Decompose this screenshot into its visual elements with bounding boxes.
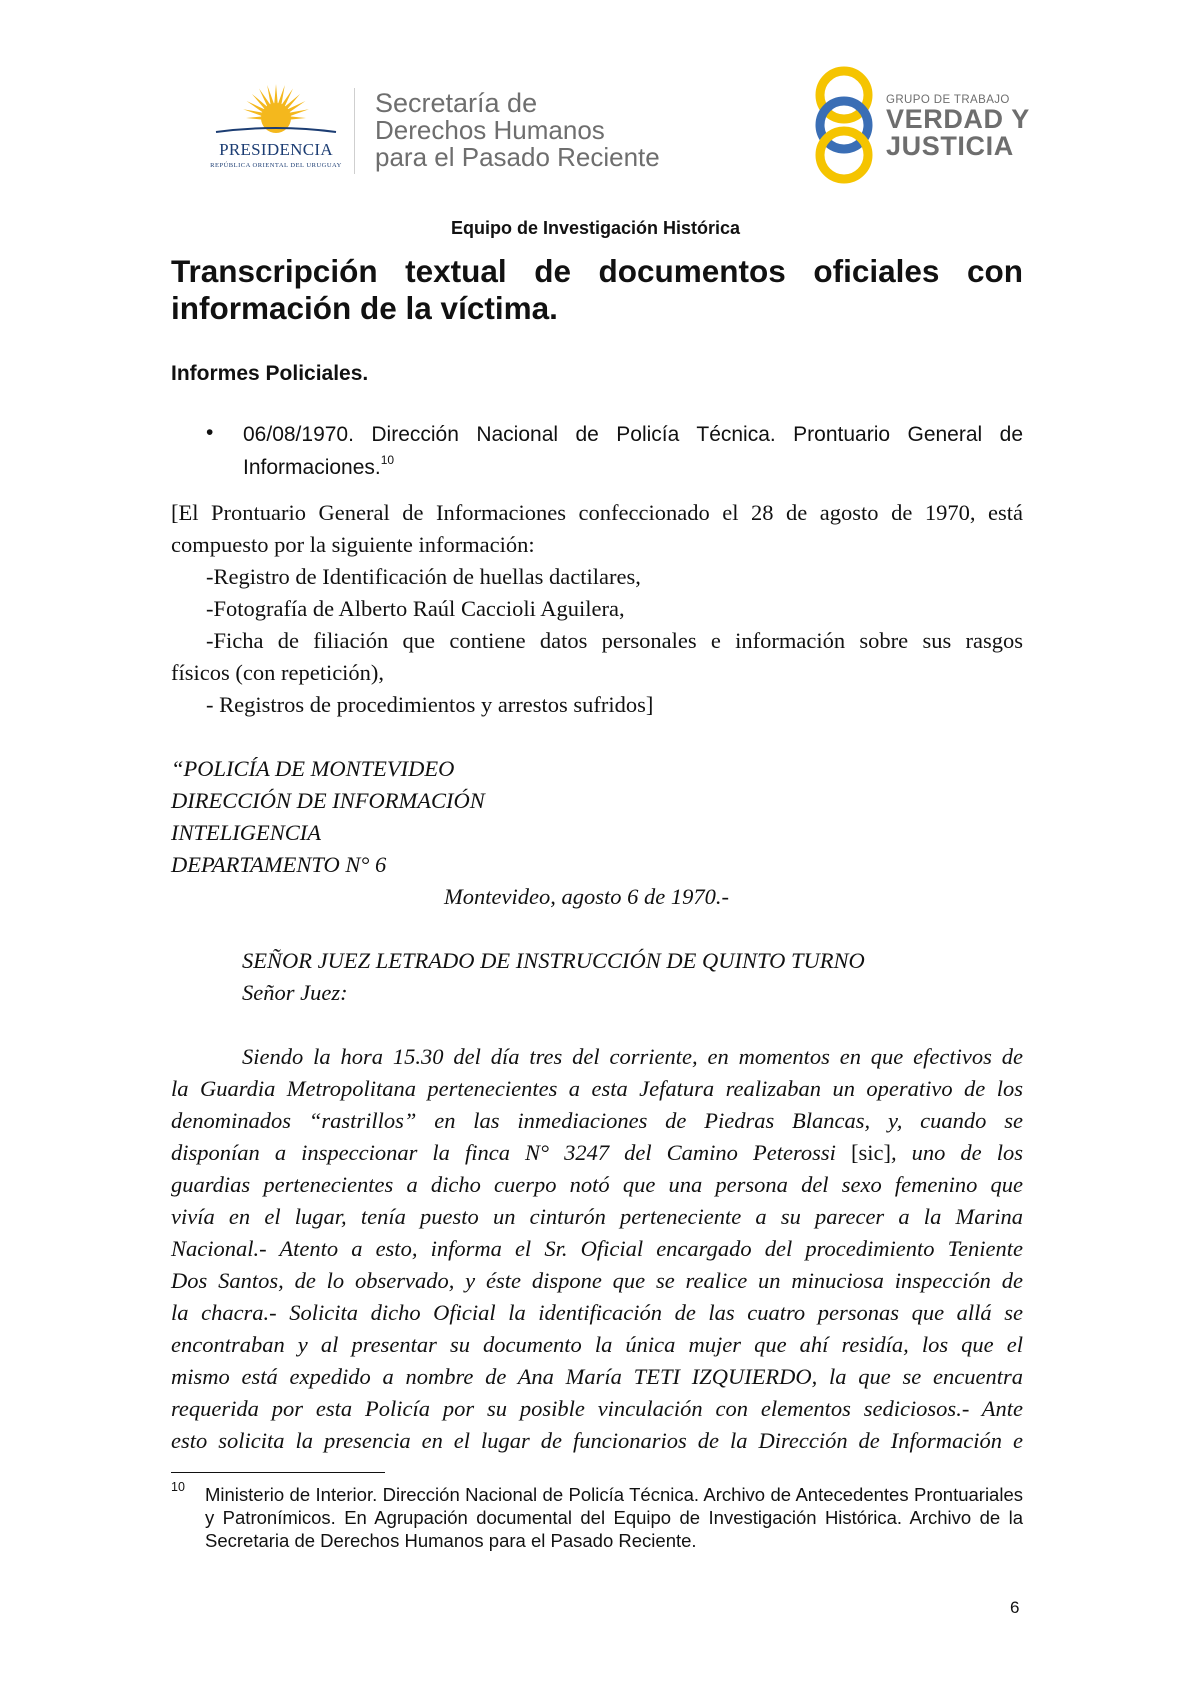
footnote-number: 10 xyxy=(171,1480,185,1494)
letter-body-line: Siendo la hora 15.30 del día tres del corriente, en momentos en que efectivos de xyxy=(242,1044,1023,1069)
bullet-item xyxy=(243,418,1023,484)
letter-body-line: Dos Santos, de lo observado, y éste dispone que se realice un minuciosa inspección de xyxy=(171,1268,1023,1293)
intro-item-3b: físicos (con repetición), xyxy=(171,660,385,685)
footnote-text: Ministerio de Interior. Dirección Nacional de Policía Técnica. Archivo de Antecedentes Prontuariales y Patronímicos. En Agrupación documental del Equipo de Investigación Histórica. Archivo de la Secretaria de Derechos Humanos para el Pasado Reciente. xyxy=(205,1484,1023,1551)
letter-body-line: guardias pertenecientes a dicho cuerpo notó que una persona del sexo femenino que xyxy=(171,1172,1023,1197)
page-number: 6 xyxy=(1010,1598,1020,1617)
letter-body-line: Nacional.- Atento a esto, informa el Sr. Oficial encargado del procedimiento Teniente xyxy=(171,1236,1023,1261)
letter-header-1: “POLICÍA DE MONTEVIDEO xyxy=(171,756,455,781)
letter-body-line: la chacra.- Solicita dicho Oficial la identificación de las cuatro personas que allá se xyxy=(171,1300,1023,1325)
letter-addressee: SEÑOR JUEZ LETRADO DE INSTRUCCIÓN DE QUINTO TURNO xyxy=(242,948,865,973)
team-label: Equipo de Investigación Histórica xyxy=(450,218,741,238)
letter-header-2: DIRECCIÓN DE INFORMACIÓN xyxy=(171,788,485,813)
letter-body-text: , uno de los xyxy=(890,1140,1023,1165)
letter-body-text: disponían a inspeccionar la finca N° 3247 del Camino Peterossi xyxy=(171,1140,851,1165)
justicia-label: JUSTICIA xyxy=(886,131,1014,161)
secretaria-logo-text xyxy=(375,90,660,171)
intro-line-1: [El Prontuario General de Informaciones confeccionado el 28 de agosto de 1970, está xyxy=(171,500,1023,525)
letter-body-line xyxy=(171,1137,1023,1169)
letter-header-4: DEPARTAMENTO N° 6 xyxy=(171,852,387,877)
secretaria-line-3: para el Pasado Reciente xyxy=(375,142,660,172)
letter-body-line: esto solicita la presencia en el lugar de funcionarios de la Dirección de Información e xyxy=(171,1428,1023,1453)
section-title: Informes Policiales. xyxy=(171,362,369,385)
letter-body-line: encontraban y al presentar su documento la única mujer que ahí residía, los que el xyxy=(171,1332,1023,1357)
bullet-text: 06/08/1970. Dirección Nacional de Policía Técnica. Prontuario General de Informaciones. xyxy=(243,423,1023,479)
sic-note: [sic] xyxy=(850,1140,891,1165)
secretaria-line-1: Secretaría de xyxy=(375,88,538,118)
presidencia-subtitle: REPÚBLICA ORIENTAL DEL URUGUAY xyxy=(210,162,342,169)
bullet-symbol: • xyxy=(206,421,214,444)
header-divider xyxy=(354,88,355,174)
letter-body-line: vivía en el lugar, tenía puesto un cinturón perteneciente a su parecer a la Marina xyxy=(171,1204,1023,1229)
letter-date: Montevideo, agosto 6 de 1970.- xyxy=(444,884,729,909)
letter-body-line: mismo está expedido a nombre de Ana María TETI IZQUIERDO, la que se encuentra xyxy=(171,1364,1023,1389)
letter-body-line: la Guardia Metropolitana pertenecientes a esta Jefatura realizaban un operativo de los xyxy=(171,1076,1023,1101)
letter-header-3: INTELIGENCIA xyxy=(171,820,322,845)
intro-line-2: compuesto por la siguiente información: xyxy=(171,532,535,557)
grupo-trabajo-text xyxy=(886,94,1030,160)
intro-item-4: - Registros de procedimientos y arrestos sufridos] xyxy=(206,692,654,717)
letter-salutation: Señor Juez: xyxy=(242,980,348,1005)
footnote-separator xyxy=(171,1472,385,1473)
document-title: Transcripción textual de documentos oficiales con información de la víctima. xyxy=(171,253,1023,326)
intro-item-1: -Registro de Identificación de huellas dactilares, xyxy=(206,564,641,589)
presidencia-name: PRESIDENCIA xyxy=(219,140,333,159)
intro-item-3a: -Ficha de filiación que contiene datos personales e información sobre sus rasgos xyxy=(206,628,1023,653)
footnote-ref: 10 xyxy=(380,453,395,467)
intro-item-2: -Fotografía de Alberto Raúl Caccioli Aguilera, xyxy=(206,596,625,621)
secretaria-line-2: Derechos Humanos xyxy=(375,115,605,145)
letter-body-line: requerida por esta Policía por su posible vinculación con elementos sediciosos.- Ante xyxy=(171,1396,1023,1421)
letter-body-line: denominados “rastrillos” en las inmediaciones de Piedras Blancas, y, cuando se xyxy=(171,1108,1023,1133)
grupo-trabajo-label: GRUPO DE TRABAJO xyxy=(886,94,1010,106)
verdad-y-label: VERDAD Y xyxy=(886,104,1030,134)
